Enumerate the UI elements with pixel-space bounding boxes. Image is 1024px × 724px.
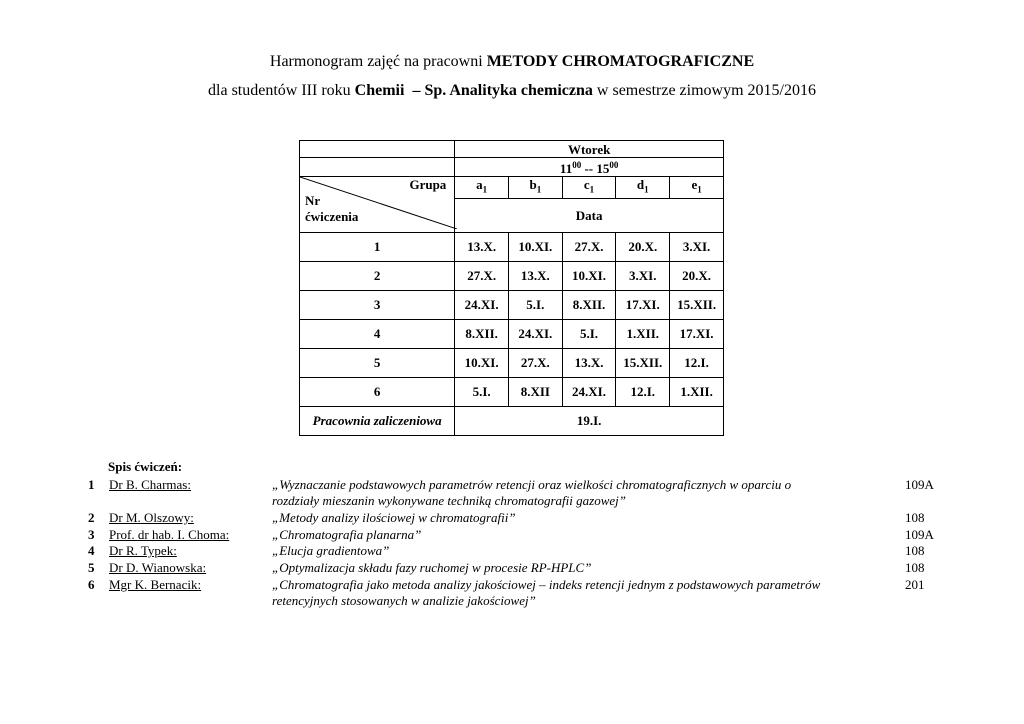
teacher-name: Dr R. Typek: — [109, 543, 177, 558]
date-cell: 27.X. — [455, 261, 509, 290]
date-cell: 10.XI. — [562, 261, 616, 290]
room-number: 108 — [905, 560, 925, 575]
room-number: 108 — [905, 510, 925, 525]
exercise-number: 1 — [300, 232, 455, 261]
date-cell: 24.XI. — [455, 290, 509, 319]
exercise-num: 1 — [88, 477, 95, 492]
date-cell: 15.XII. — [616, 348, 670, 377]
date-cell: 5.I. — [562, 319, 616, 348]
date-cell: 12.I. — [670, 348, 724, 377]
document-title-line1 — [0, 52, 1024, 72]
room-number: 108 — [905, 543, 925, 558]
final-label: Pracownia zaliczeniowa — [300, 406, 455, 435]
day-header: Wtorek — [455, 141, 724, 158]
date-cell: 12.I. — [616, 377, 670, 406]
date-cell: 20.X. — [670, 261, 724, 290]
date-cell: 1.XII. — [616, 319, 670, 348]
teacher-name: Mgr K. Bernacik: — [109, 577, 202, 592]
teacher-name: Dr M. Olszowy: — [109, 510, 194, 525]
field-name: Chemii — [354, 82, 405, 99]
specialty-name: – Sp. Analityka chemiczna — [412, 82, 593, 99]
date-cell: 5.I. — [455, 377, 509, 406]
exercise-topic: „Optymalizacja składu fazy ruchomej w procesie RP-HPLC” — [272, 560, 592, 575]
final-date: 19.I. — [455, 406, 724, 435]
teacher-name: Prof. dr hab. I. Choma: — [109, 527, 230, 542]
date-cell: 20.X. — [616, 232, 670, 261]
exercise-list-heading: Spis ćwiczeń: — [108, 459, 183, 474]
final-row — [300, 406, 724, 435]
group-d1: $d_1$ — [616, 177, 670, 199]
exercise-number: 4 — [300, 319, 455, 348]
table-row — [300, 348, 724, 377]
empty-cell — [300, 158, 455, 177]
header-diagonal-cell — [300, 177, 455, 233]
exercise-num: 2 — [88, 510, 95, 525]
table-row — [300, 261, 724, 290]
group-a1: $a_1$ — [455, 177, 509, 199]
table-row — [300, 290, 724, 319]
exercise-number-label: Nr ćwiczenia — [305, 193, 359, 224]
schedule-table — [299, 140, 724, 436]
date-cell: 13.X. — [508, 261, 562, 290]
room-number: 109A — [905, 527, 934, 542]
exercise-topic: „Metody analizy ilościowej w chromatografii” — [272, 510, 516, 525]
date-cell: 17.XI. — [670, 319, 724, 348]
date-cell: 27.X. — [508, 348, 562, 377]
time-header: $11^{00} -- 15^{00}$ — [455, 158, 724, 177]
date-cell: 24.XI. — [562, 377, 616, 406]
exercise-topic: „Chromatografia planarna” — [272, 527, 422, 542]
date-header: Data — [455, 198, 724, 232]
exercise-num: 5 — [88, 560, 95, 575]
group-label: Grupa — [409, 177, 447, 192]
date-cell: 8.XII. — [455, 319, 509, 348]
date-cell: 27.X. — [562, 232, 616, 261]
date-cell: 13.X. — [455, 232, 509, 261]
group-b1: $b_1$ — [508, 177, 562, 199]
empty-cell — [300, 141, 455, 158]
exercise-num: 4 — [88, 543, 95, 558]
date-cell: 24.XI. — [508, 319, 562, 348]
date-cell: 3.XI. — [670, 232, 724, 261]
exercise-number: 3 — [300, 290, 455, 319]
exercise-number: 5 — [300, 348, 455, 377]
teacher-name: Dr D. Wianowska: — [109, 560, 207, 575]
date-cell: 3.XI. — [616, 261, 670, 290]
room-number: 109A — [905, 477, 934, 492]
group-e1: $e_1$ — [670, 177, 724, 199]
teacher-name: Dr B. Charmas: — [109, 477, 191, 492]
exercise-topic: „Elucja gradientowa” — [272, 543, 390, 558]
table-row — [300, 377, 724, 406]
room-number: 201 — [905, 577, 925, 592]
date-cell: 8.XII — [508, 377, 562, 406]
date-cell: 13.X. — [562, 348, 616, 377]
date-cell: 1.XII. — [670, 377, 724, 406]
exercise-topic: „Chromatografia jako metoda analizy jakościowej – indeks retencji jednym z podstawowych parametrów retencyjnych stosowanych w analizie jakościowej” — [272, 577, 821, 608]
document-title-line2 — [0, 81, 1024, 101]
exercise-num: 6 — [88, 577, 95, 592]
date-cell: 8.XII. — [562, 290, 616, 319]
exercise-num: 3 — [88, 527, 95, 542]
exercise-topic: „Wyznaczanie podstawowych parametrów retencji oraz wielkości chromatograficznych w oparciu o rozdziały mieszanin wykonywane techniką chromatografii gazowej” — [272, 477, 792, 508]
date-cell: 5.I. — [508, 290, 562, 319]
date-cell: 10.XI. — [508, 232, 562, 261]
exercise-number: 6 — [300, 377, 455, 406]
group-c1: $c_1$ — [562, 177, 616, 199]
exercise-number: 2 — [300, 261, 455, 290]
date-cell: 15.XII. — [670, 290, 724, 319]
table-row — [300, 232, 724, 261]
table-row — [300, 319, 724, 348]
date-cell: 10.XI. — [455, 348, 509, 377]
title-prefix: Harmonogram zajęć na pracowni — [269, 53, 487, 70]
title2-prefix: dla studentów III roku — [208, 82, 355, 99]
course-name: METODY CHROMATOGRAFICZNE — [486, 53, 755, 70]
date-cell: 17.XI. — [616, 290, 670, 319]
semester: w semestrze zimowym 2015/2016 — [592, 82, 816, 99]
